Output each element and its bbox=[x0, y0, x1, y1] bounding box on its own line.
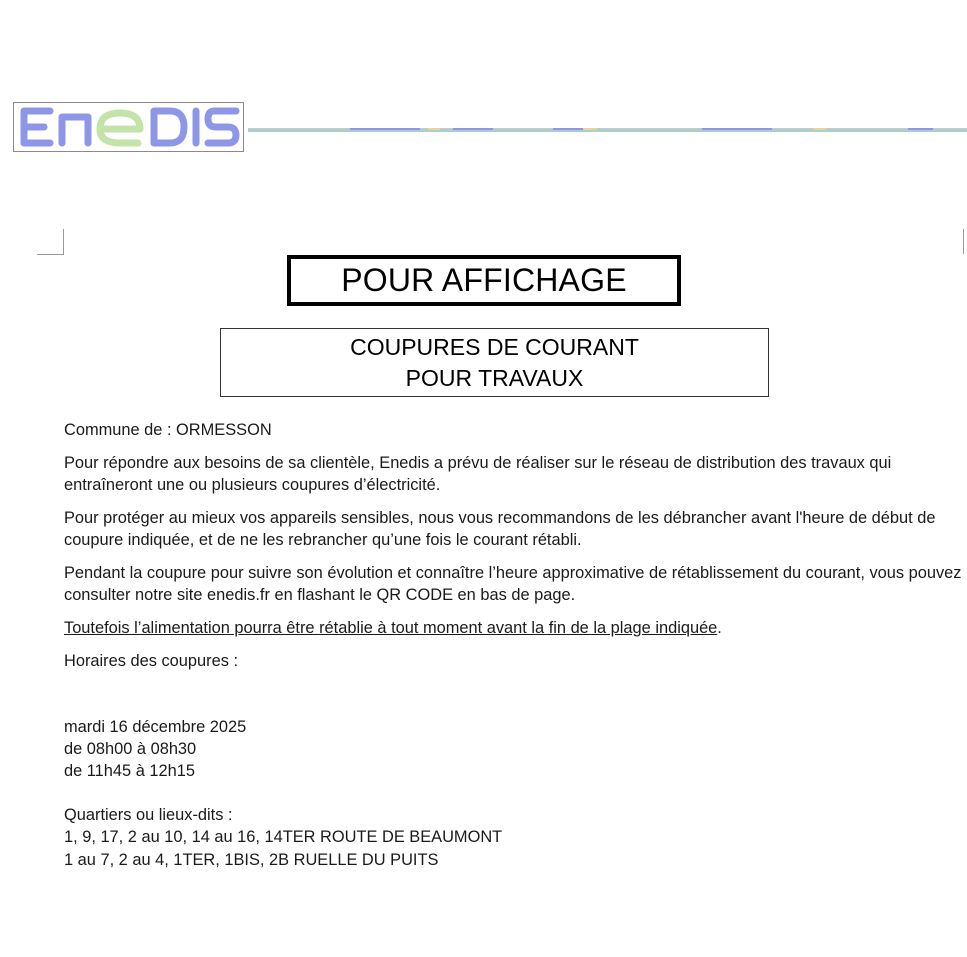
subtitle-line-2: POUR TRAVAUX bbox=[405, 364, 584, 391]
header-decorative-rule bbox=[248, 121, 967, 129]
paragraph-protection: Pour protéger au mieux vos appareils sensibles, nous vous recommandons de les débrancher avant l'heure de début de coupure indiquée, et de ne les rebrancher qu’une fois le courant rétabli. bbox=[64, 509, 936, 549]
outage-slot-1: de 08h00 à 08h30 bbox=[64, 740, 197, 758]
subtitle-line-1: COUPURES DE COURANT bbox=[350, 333, 639, 360]
places-label: Quartiers ou lieux-dits : bbox=[64, 806, 233, 824]
warning-underlined-text: Toutefois l’alimentation pourra être rétablie à tout moment avant la fin de la plage indiquée bbox=[64, 619, 718, 637]
paragraph-needs: Pour répondre aux besoins de sa clientèle, Enedis a prévu de réaliser sur le réseau de distribution des travaux qui entraîneront une ou plusieurs coupures d’électricité. bbox=[64, 454, 892, 494]
crop-mark-right bbox=[963, 229, 967, 254]
place-2: 1 au 7, 2 au 4, 1TER, 1BIS, 2B RUELLE DU PUITS bbox=[64, 851, 439, 869]
crop-mark-left bbox=[37, 229, 64, 255]
warning-line bbox=[64, 617, 967, 639]
notice-title: POUR AFFICHAGE bbox=[287, 255, 681, 306]
schedule-label: Horaires des coupures : bbox=[64, 652, 239, 670]
warning-period: . bbox=[717, 619, 722, 637]
place-1: 1, 9, 17, 2 au 10, 14 au 16, 14TER ROUTE DE BEAUMONT bbox=[64, 828, 503, 846]
enedis-logo bbox=[13, 102, 244, 152]
commune-line: Commune de : ORMESSON bbox=[64, 421, 272, 439]
notice-subtitle bbox=[220, 328, 769, 397]
paragraph-tracking: Pendant la coupure pour suivre son évolution et connaître l’heure approximative de rétablissement du courant, vous pouvez consulter notre site enedis.fr en flashant le QR CODE en bas de page. bbox=[64, 564, 962, 604]
outage-slot-2: de 11h45 à 12h15 bbox=[64, 762, 195, 780]
outage-date: mardi 16 décembre 2025 bbox=[64, 718, 247, 736]
